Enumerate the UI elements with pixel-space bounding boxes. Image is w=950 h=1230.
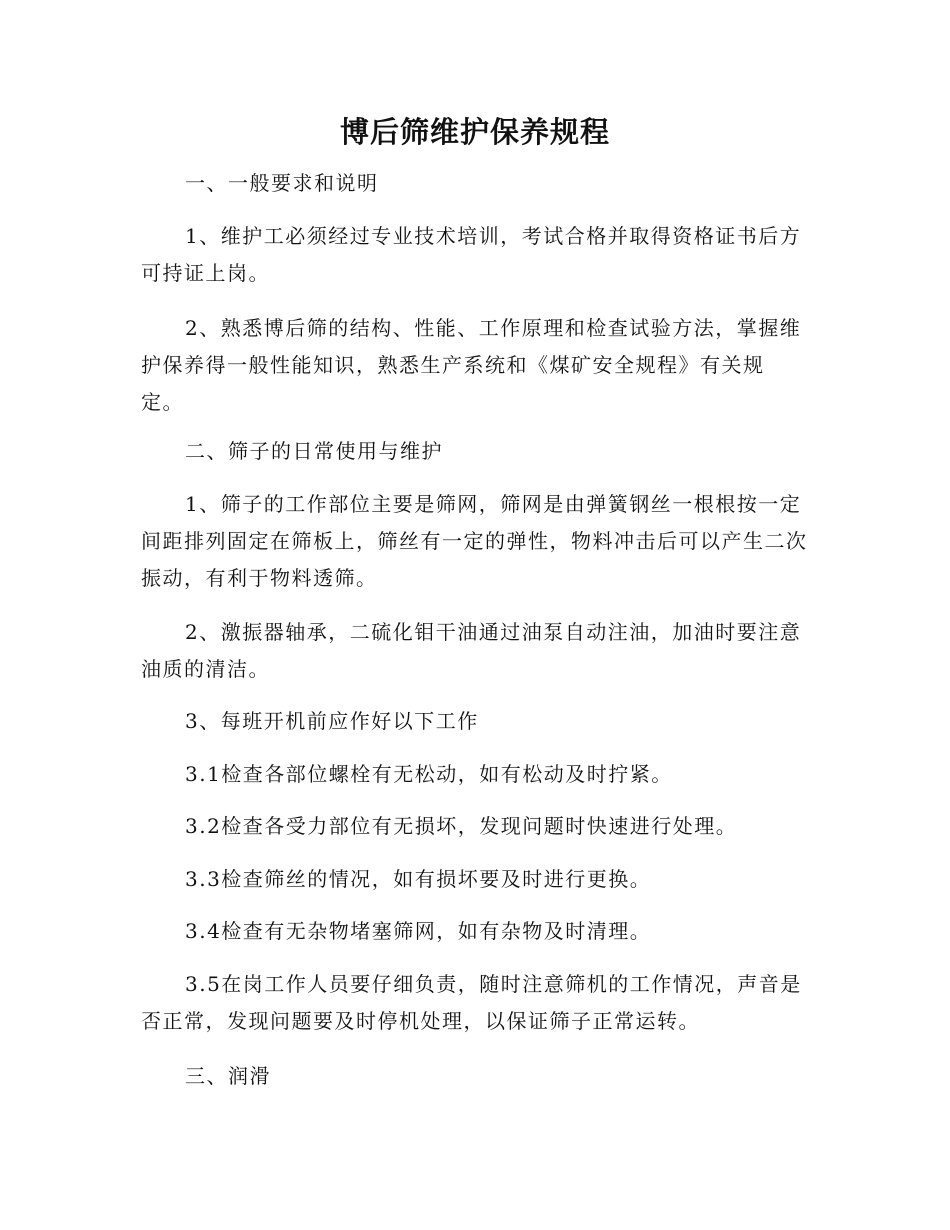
list-item: 3.3检查筛丝的情况，如有损坏要及时进行更换。: [185, 867, 652, 891]
paragraph: 2、激振器轴承，二硫化钼干油通过油泵自动注油，加油时要注意油质的清洁。: [141, 620, 802, 681]
section-heading-1: 一、一般要求和说明: [185, 171, 379, 195]
list-item: 3.4检查有无杂物堵塞筛网，如有杂物及时清理。: [185, 919, 652, 943]
paragraph: 1、维护工必须经过专业技术培训，考试合格并取得资格证书后方可持证上岗。: [141, 224, 802, 285]
list-item: 3.5在岗工作人员要仔细负责，随时注意筛机的工作情况，声音是否正常，发现问题要及时停机处理，以保证筛子正常运转。: [141, 972, 802, 1033]
paragraph: 2、熟悉博后筛的结构、性能、工作原理和检查试验方法，掌握维护保养得一般性能知识，熟悉生产系统和《煤矿安全规程》有关规 定。: [141, 316, 802, 414]
section-heading-2: 二、筛子的日常使用与维护: [185, 439, 443, 463]
list-item: 3.1检查各部位螺栓有无松动，如有松动及时拧紧。: [185, 762, 673, 786]
document-title: 博后筛维护保养规程: [339, 115, 610, 149]
section-heading-3: 三、润滑: [185, 1064, 271, 1088]
paragraph: 1、筛子的工作部位主要是筛网，筛网是由弹簧钢丝一根根按一定间距排列固定在筛板上，筛丝有一定的弹性，物料冲击后可以产生二次振动，有利于物料透筛。: [141, 492, 808, 590]
list-item: 3.2检查各受力部位有无损坏，发现问题时快速进行处理。: [185, 814, 738, 838]
paragraph: 3、每班开机前应作好以下工作: [185, 709, 479, 733]
